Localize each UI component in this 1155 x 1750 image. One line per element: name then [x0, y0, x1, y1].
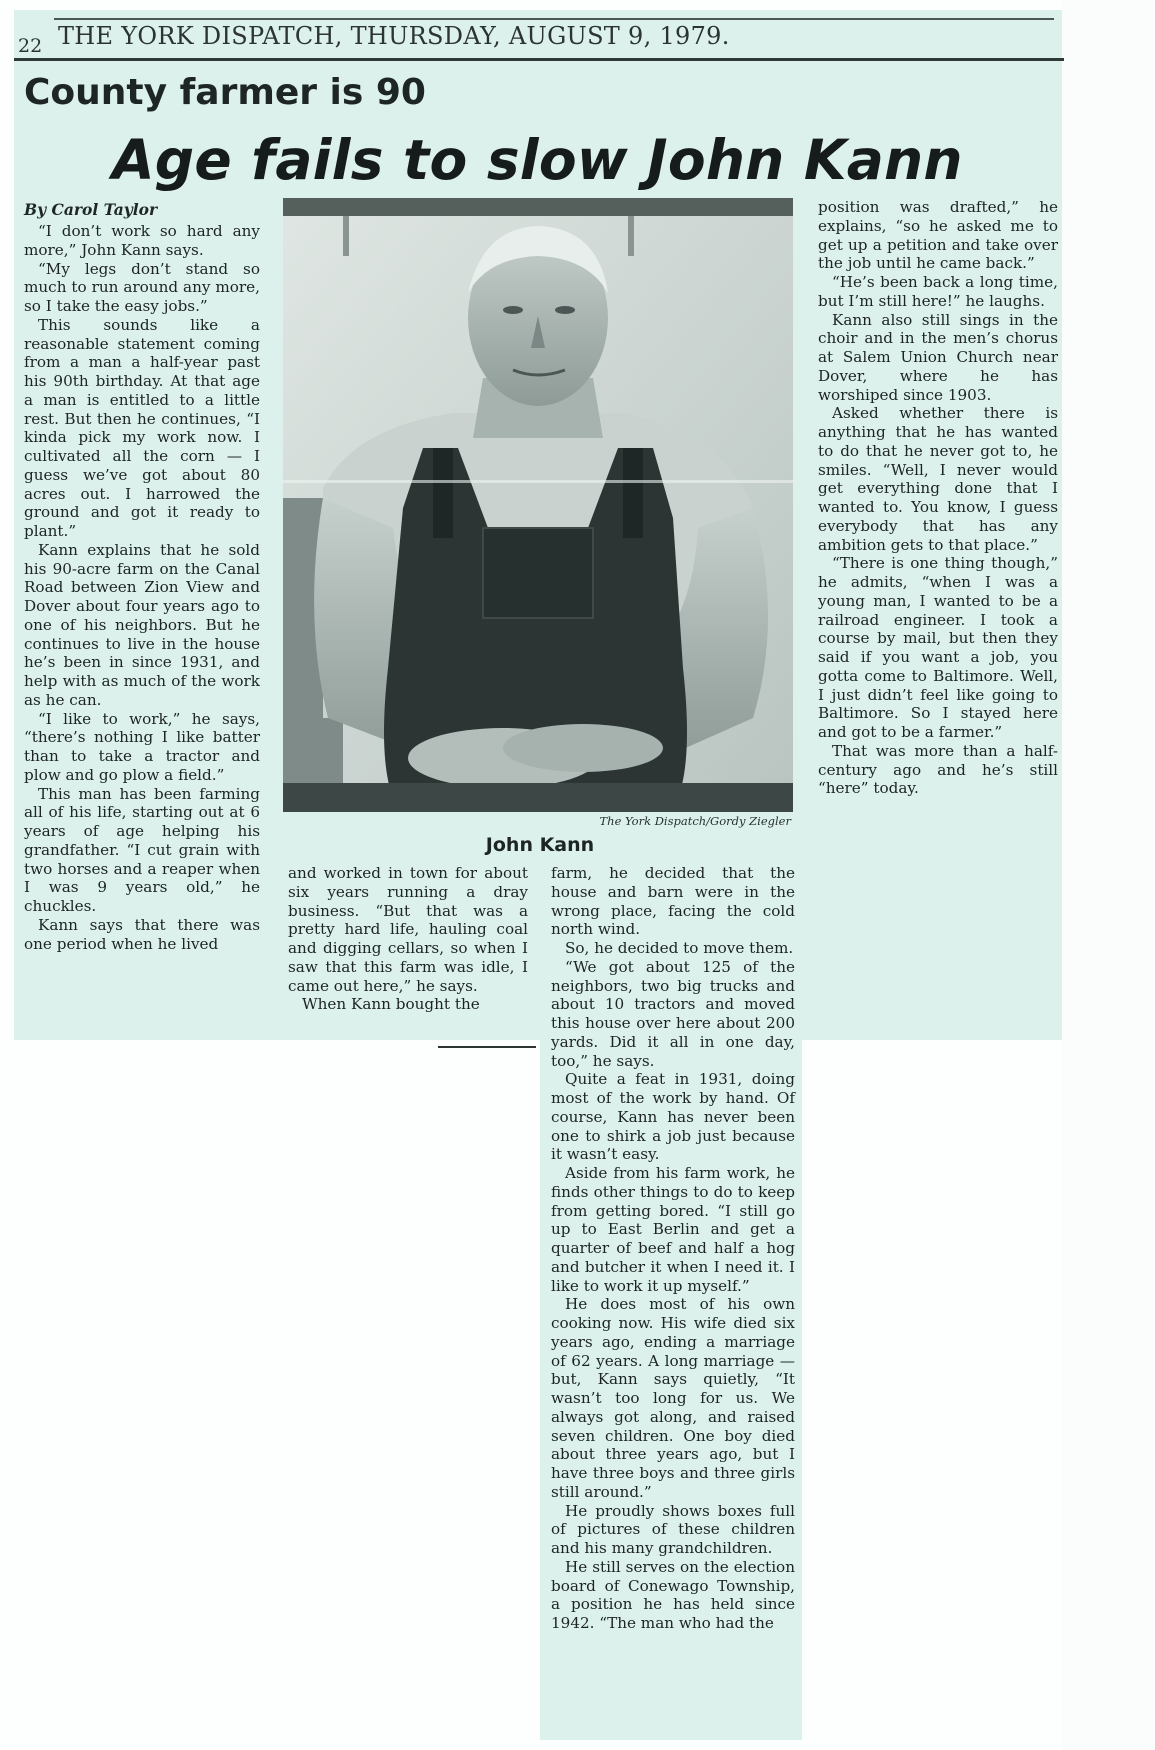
article-column-3	[551, 864, 795, 1633]
paragraph: “I don’t work so hard any more,” John Kann says.	[24, 222, 260, 259]
farmer-portrait-image	[283, 198, 793, 812]
article-column-4	[818, 198, 1058, 798]
masthead	[14, 18, 1064, 62]
paragraph: “I like to work,” he says, “there’s nothing I like batter than to take a tractor and plow and go plow a field.”	[24, 709, 260, 784]
paragraph: Kann explains that he sold his 90-acre farm on the Canal Road between Zion View and Dover about four years ago to one of his neighbors. But he continues to live in the house he’s been in since 1931, and help with as much of the work as he can.	[24, 540, 260, 709]
paragraph: Quite a feat in 1931, doing most of the work by hand. Of course, Kann has never been one to shirk a job just because it wasn’t easy.	[551, 1070, 795, 1164]
masthead-rule-top	[54, 18, 1054, 20]
paragraph: “There is one thing though,” he admits, “when I was a young man, I wanted to be a railroad engineer. I took a course by mail, but then they said if you want a job, you gotta come to Baltimore. Well, I just didn’t feel like going to Baltimore. So I stayed here and got to be a farmer.”	[818, 554, 1058, 741]
article-column-2	[288, 864, 528, 1014]
page-number: 22	[18, 35, 43, 57]
paragraph: This sounds like a reasonable statement coming from a man a half-year past his 90th birthday. At that age a man is entitled to a little rest. But then he continues, “I kinda pick my work now. I cultivated all the corn — I guess we’ve got about 80 acres out. I harrowed the ground and got it ready to plant.”	[24, 315, 260, 540]
paragraph: farm, he decided that the house and barn were in the wrong place, facing the cold north wind.	[551, 864, 795, 939]
portrait-photo	[283, 198, 793, 812]
paragraph: This man has been farming all of his life, starting out at 6 years of age helping his grandfather. “I cut grain with two horses and a reaper when I was 9 years old,” he chuckles.	[24, 784, 260, 915]
kicker-headline: County farmer is 90	[24, 72, 426, 113]
scan-margin	[1062, 0, 1155, 1750]
byline: By Carol Taylor	[24, 200, 158, 219]
paragraph: When Kann bought the	[302, 995, 480, 1014]
paragraph: So, he decided to move them.	[565, 939, 794, 957]
paragraph: “He’s been back a long time, but I’m still here!” he laughs.	[818, 273, 1058, 310]
paragraph: “My legs don’t stand so much to run around any more, so I take the easy jobs.”	[24, 259, 260, 315]
photo-caption: John Kann	[485, 834, 595, 856]
paragraph: He still serves on the election board of Conewago Township, a position he has held since 1942. “The man who had the	[551, 1557, 795, 1632]
paragraph: position was drafted,” he explains, “so he asked me to get up a petition and take over the job until he came back.”	[818, 198, 1058, 273]
paragraph: He proudly shows boxes full of pictures of these children and his many grandchildren.	[551, 1501, 795, 1557]
paragraph: That was more than a half-century ago and he’s still “here” today.	[818, 741, 1058, 798]
paragraph: “We got about 125 of the neighbors, two big trucks and about 10 tractors and moved this house over here about 200 yards. Did it all in one day, too,” he says.	[551, 957, 795, 1070]
paragraph: Kann says that there was one period when he lived	[24, 915, 260, 953]
paragraph: Asked whether there is anything that he has wanted to do that he never got to, he smiles. “Well, I never would get everything done that I wanted to. You know, I guess everybody that has any ambition gets to that place.”	[818, 404, 1058, 554]
masthead-rule-bottom	[14, 58, 1064, 61]
article-column-1	[24, 222, 260, 953]
paragraph: Aside from his farm work, he finds other things to do to keep from getting bored. “I still go up to East Berlin and get a quarter of beef and half a hog and butcher it when I need it. I like to work it up myself.”	[551, 1164, 795, 1295]
paragraph: He does most of his own cooking now. His wife died six years ago, ending a marriage of 62 years. A long marriage — but, Kann says quietly, “It wasn’t too long for us. We always got along, and raised seven children. One boy died about three years ago, but I have three boys and three girls still around.”	[551, 1295, 795, 1501]
paragraph: and worked in town for about six years running a dray business. “But that was a pretty hard life, hauling coal and digging cellars, so when I saw that this farm was idle, I came out here,” he says.	[288, 864, 528, 995]
main-headline: Age fails to slow John Kann	[112, 128, 963, 192]
masthead-title: THE YORK DISPATCH, THURSDAY, AUGUST 9, 1979.	[58, 22, 730, 50]
paragraph: Kann also still sings in the choir and in the men’s chorus at Salem Union Church near Dover, where he has worshiped since 1903.	[818, 310, 1058, 404]
photo-credit: The York Dispatch/Gordy Ziegler	[599, 814, 791, 828]
column-end-rule	[438, 1046, 536, 1048]
